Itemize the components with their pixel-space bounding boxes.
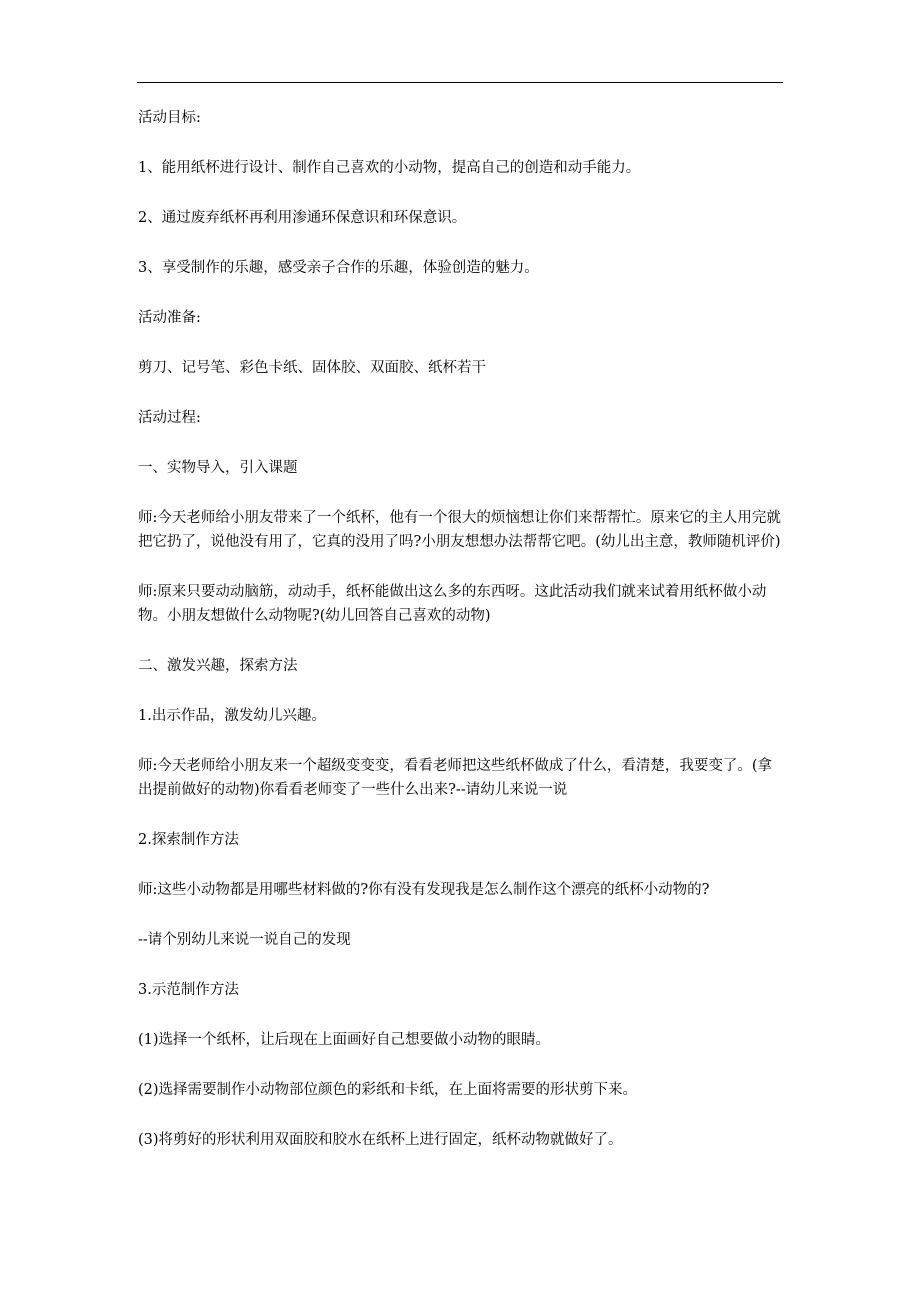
- teacher-dialogue-4: 师:这些小动物都是用哪些材料做的?你有没有发现我是怎么制作这个漂亮的纸杯小动物的?: [138, 882, 710, 898]
- goal-item-1: 1、能用纸杯进行设计、制作自己喜欢的小动物，提高自己的创造和动手能力。: [138, 160, 641, 176]
- teacher-dialogue-1: 师:今天老师给小朋友带来了一个纸杯，他有一个很大的烦恼想让你们来帮帮忙。原来它的主人用完就把它扔了，说他没有用了，它真的没用了吗?小朋友想想办法帮帮它吧。(幼儿出主意，教师随机评价): [138, 510, 781, 550]
- student-prompt: --请个别幼儿来说一说自己的发现: [138, 932, 351, 948]
- document-body: [138, 106, 786, 1178]
- goal-item-2: 2、通过废弃纸杯再利用渗通环保意识和环保意识。: [138, 210, 467, 226]
- method-step-3: (3)将剪好的形状利用双面胶和胶水在纸杯上进行固定，纸杯动物就做好了。: [138, 1132, 623, 1148]
- heading-activity-preparation: 活动准备:: [138, 310, 201, 326]
- goal-item-3: 3、享受制作的乐趣，感受亲子合作的乐趣，体验创造的魅力。: [138, 260, 539, 276]
- materials-list: 剪刀、记号笔、彩色卡纸、固体胶、双面胶、纸杯若干: [138, 360, 486, 376]
- method-step-1: (1)选择一个纸杯，让后现在上面画好自己想要做小动物的眼睛。: [138, 1032, 551, 1048]
- step-heading-3: 3.示范制作方法: [138, 982, 239, 998]
- method-step-2: (2)选择需要制作小动物部位颜色的彩纸和卡纸，在上面将需要的形状剪下来。: [138, 1082, 638, 1098]
- heading-activity-process: 活动过程:: [138, 410, 201, 426]
- section-heading-1: 一、实物导入，引入课题: [138, 460, 298, 476]
- step-heading-1: 1.出示作品，激发幼儿兴趣。: [138, 708, 326, 724]
- header-rule: [137, 82, 783, 83]
- teacher-dialogue-3: 师:今天老师给小朋友来一个超级变变变，看看老师把这些纸杯做成了什么，看清楚，我要变了。(拿出提前做好的动物)你看看老师变了一些什么出来?--请幼儿来说一说: [138, 758, 773, 798]
- section-heading-2: 二、激发兴趣，探索方法: [138, 658, 298, 674]
- teacher-dialogue-2: 师:原来只要动动脑筋，动动手，纸杯能做出这么多的东西呀。这此活动我们就来试着用纸杯做小动物。小朋友想做什么动物呢?(幼儿回答自己喜欢的动物): [138, 584, 767, 624]
- heading-activity-goals: 活动目标:: [138, 110, 201, 126]
- step-heading-2: 2.探索制作方法: [138, 832, 239, 848]
